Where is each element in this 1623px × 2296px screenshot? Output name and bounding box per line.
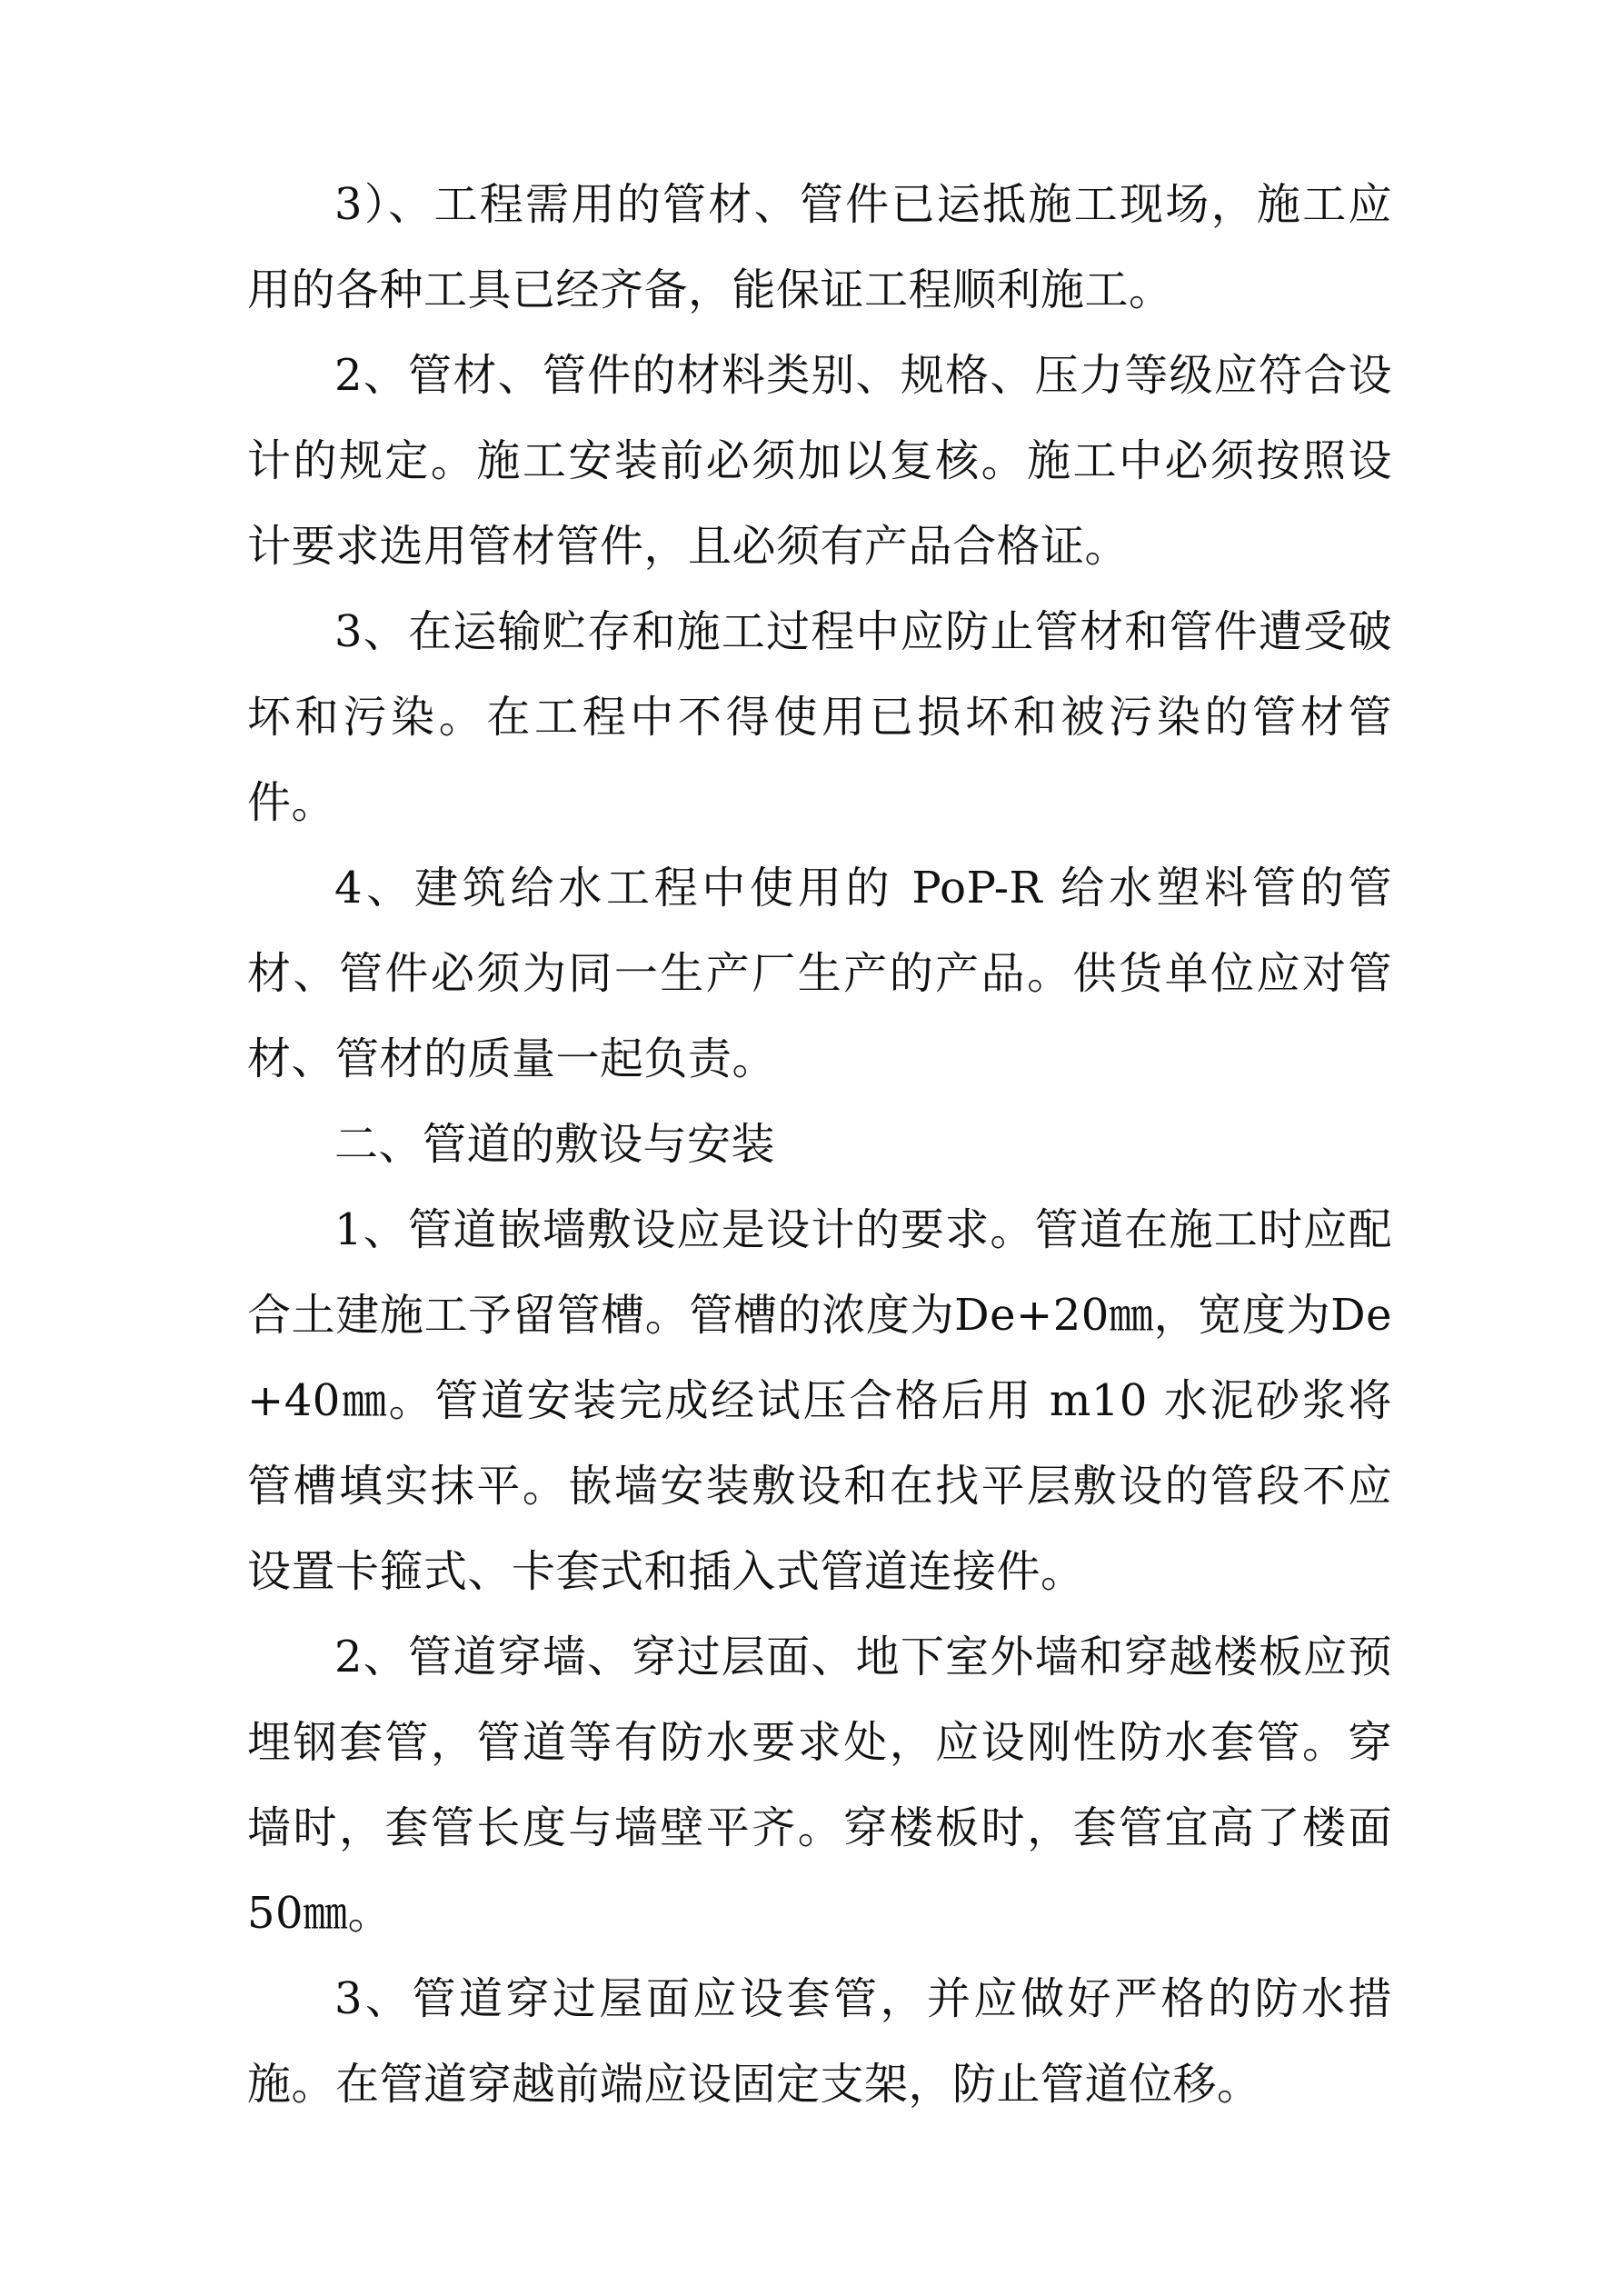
paragraph-roof-penetration: 3、管道穿过屋面应设套管，并应做好严格的防水措施。在管道穿越前端应设固定支架，防止管道位移。 (247, 1973, 1392, 2110)
document-body (247, 162, 1437, 2127)
paragraph-wall-sleeves: 2、管道穿墙、穿过层面、地下室外墙和穿越楼板应预埋钢套管，管道等有防水要求处，应设刚性防水套管。穿墙时，套管长度与墙壁平齐。穿楼板时，套管宜高了楼面 50㎜。 (247, 1632, 1437, 1939)
paragraph-materials-ready: 3）、工程需用的管材、管件已运抵施工现场，施工应用的各种工具已经齐备，能保证工程顺利施工。 (247, 179, 1392, 315)
paragraph-ppr-pipes: 4、建筑给水工程中使用的 PoP-R 给水塑料管的管材、管件必须为同一生产厂生产的产品。供货单位应对管材、管材的质量一起负责。 (247, 863, 1392, 1084)
paragraph-material-specs: 2、管材、管件的材料类别、规格、压力等级应符合设计的规定。施工安装前必须加以复核。施工中必须按照设计要求选用管材管件，且必须有产品合格证。 (247, 350, 1392, 572)
section-heading-pipe-installation: 二、管道的敷设与安装 (334, 1119, 776, 1170)
paragraph-transport-storage: 3、在运输贮存和施工过程中应防止管材和管件遭受破坏和污染。在工程中不得使用已损坏和被污染的管材管件。 (247, 606, 1392, 828)
paragraph-wall-embedding: 1、管道嵌墙敷设应是设计的要求。管道在施工时应配合土建施工予留管槽。管槽的浓度为De+20㎜，宽度为De+40㎜。管道安装完成经试压合格后用 m10 水泥砂浆将管槽填实抹平。嵌墙安装敷设和在找平层敷设的管段不应设置卡箍式、卡套式和插入式管道连接件。 (247, 1204, 1392, 1597)
